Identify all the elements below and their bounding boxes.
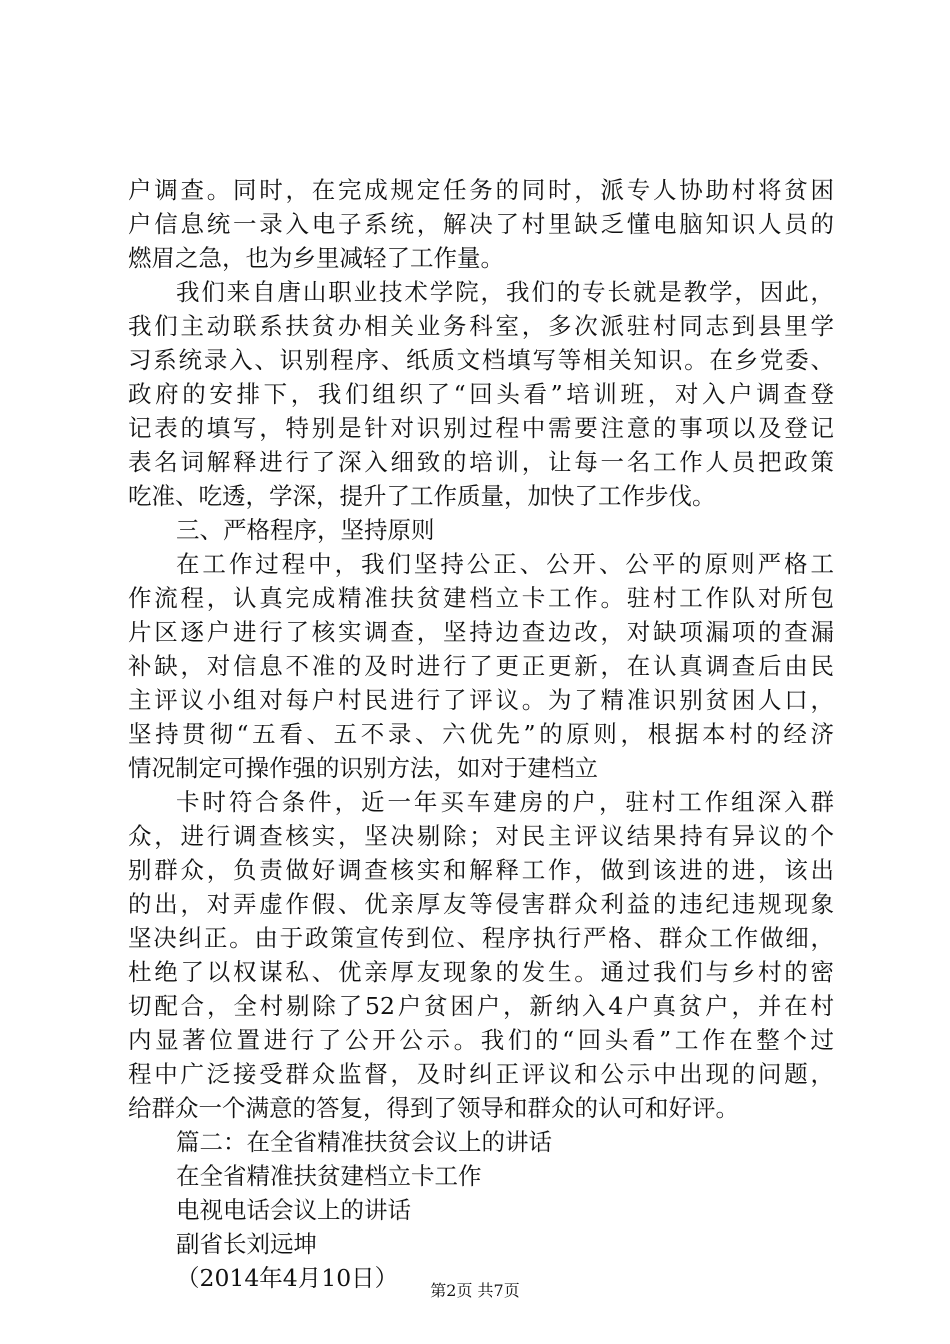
text-line: 片区逐户进行了核实调查，坚持边查边改，对缺项漏项的查漏 [128, 618, 834, 646]
page-footer: 第2页 共7页 [430, 1281, 520, 1300]
text-line: 切配合，全村剔除了52户贫困户，新纳入4户真贫户，并在村 [128, 992, 834, 1020]
text-line: 在工作过程中，我们坚持公正、公开、公平的原则严格工 [176, 550, 834, 578]
text-line: 作流程，认真完成精准扶贫建档立卡工作。驻村工作队对所包 [128, 584, 834, 612]
text-line: 副省长刘远坤 [176, 1230, 317, 1258]
text-line: 我们来自唐山职业技术学院，我们的专长就是教学，因此， [176, 278, 834, 306]
text-line: 坚决纠正。由于政策宣传到位、程序执行严格、群众工作做细， [128, 924, 834, 952]
text-line: 坚持贯彻“五看、五不录、六优先”的原则，根据本村的经济 [128, 720, 834, 748]
text-line: 别群众，负责做好调查核实和解释工作，做到该进的进，该出 [128, 856, 834, 884]
text-line: 户调查。同时，在完成规定任务的同时，派专人协助村将贫困 [128, 176, 834, 204]
text-line: （2014年4月10日） [176, 1264, 399, 1292]
text-line: 补缺，对信息不准的及时进行了更正更新，在认真调查后由民 [128, 652, 834, 680]
text-line: 卡时符合条件，近一年买车建房的户，驻村工作组深入群 [176, 788, 834, 816]
text-line: 记表的填写，特别是针对识别过程中需要注意的事项以及登记 [128, 414, 834, 442]
text-line: 给群众一个满意的答复，得到了领导和群众的认可和好评。 [128, 1094, 739, 1122]
text-line: 燃眉之急，也为乡里减轻了工作量。 [128, 244, 504, 272]
text-line: 吃准、吃透，学深，提升了工作质量，加快了工作步伐。 [128, 482, 716, 510]
text-line: 三、严格程序，坚持原则 [176, 516, 435, 544]
text-line: 众，进行调查核实，坚决剔除；对民主评议结果持有异议的个 [128, 822, 834, 850]
text-line: 内显著位置进行了公开公示。我们的“回头看”工作在整个过 [128, 1026, 834, 1054]
text-line: 在全省精准扶贫建档立卡工作 [176, 1162, 482, 1190]
text-line: 我们主动联系扶贫办相关业务科室，多次派驻村同志到县里学 [128, 312, 834, 340]
text-line: 习系统录入、识别程序、纸质文档填写等相关知识。在乡党委、 [128, 346, 834, 374]
text-line: 电视电话会议上的讲话 [176, 1196, 411, 1224]
text-line: 程中广泛接受群众监督，及时纠正评议和公示中出现的问题， [128, 1060, 834, 1088]
text-line: 的出，对弄虚作假、优亲厚友等侵害群众利益的违纪违规现象 [128, 890, 834, 918]
text-line: 户信息统一录入电子系统，解决了村里缺乏懂电脑知识人员的 [128, 210, 834, 238]
text-line: 情况制定可操作强的识别方法，如对于建档立 [128, 754, 598, 782]
text-line: 政府的安排下，我们组织了“回头看”培训班，对入户调查登 [128, 380, 834, 408]
text-line: 篇二：在全省精准扶贫会议上的讲话 [176, 1128, 552, 1156]
text-line: 主评议小组对每户村民进行了评议。为了精准识别贫困人口， [128, 686, 834, 714]
text-line: 表名词解释进行了深入细致的培训，让每一名工作人员把政策 [128, 448, 834, 476]
document-body [128, 173, 834, 1295]
text-line: 杜绝了以权谋私、优亲厚友现象的发生。通过我们与乡村的密 [128, 958, 834, 986]
